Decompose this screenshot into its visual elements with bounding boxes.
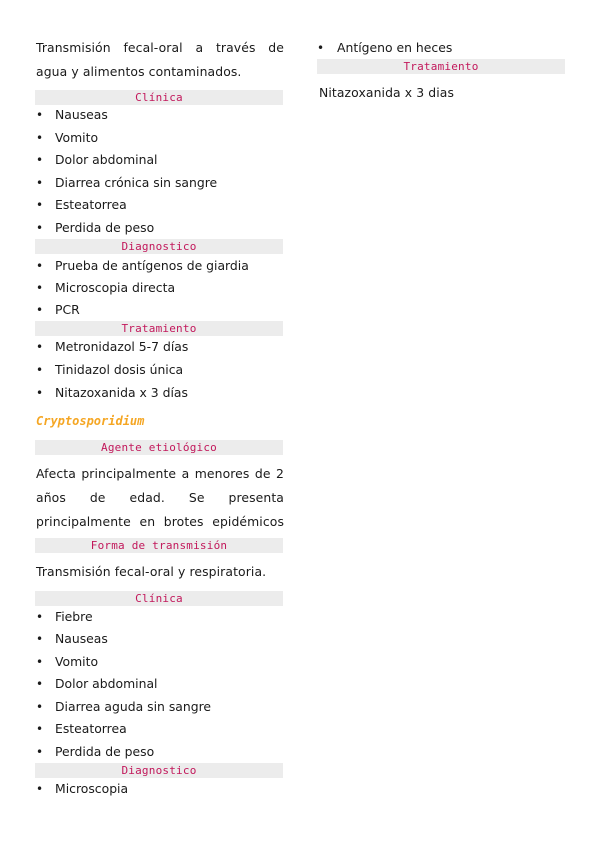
bullet-icon: • bbox=[36, 722, 44, 736]
bullet-icon: • bbox=[36, 677, 44, 691]
list-item: • Nauseas bbox=[36, 107, 108, 122]
section-header-transmision: Forma de transmisión bbox=[35, 538, 283, 553]
list-item: • Nauseas bbox=[36, 631, 108, 646]
bullet-icon: • bbox=[36, 782, 44, 796]
list-item: • Diarrea aguda sin sangre bbox=[36, 699, 212, 714]
list-item: • PCR bbox=[36, 302, 80, 317]
list-item: • Esteatorrea bbox=[36, 721, 127, 736]
bullet-icon: • bbox=[36, 198, 44, 212]
bullet-icon: • bbox=[36, 108, 44, 122]
list-item: • Fiebre bbox=[36, 609, 93, 624]
bullet-icon: • bbox=[36, 655, 44, 669]
list-item: • Vomito bbox=[36, 654, 99, 669]
section-header-clinica: Clínica bbox=[35, 90, 283, 105]
bullet-icon: • bbox=[36, 221, 44, 235]
section-header-agente: Agente etiológico bbox=[35, 440, 283, 455]
list-item: • Tinidazol dosis única bbox=[36, 362, 184, 377]
section-header-tratamiento-right: Tratamiento bbox=[317, 59, 565, 74]
list-item: • Prueba de antígenos de giardia bbox=[36, 258, 249, 273]
bullet-icon: • bbox=[36, 176, 44, 190]
list-item: • Perdida de peso bbox=[36, 220, 155, 235]
bullet-icon: • bbox=[36, 363, 44, 377]
bullet-icon: • bbox=[36, 153, 44, 167]
list-item: • Esteatorrea bbox=[36, 197, 127, 212]
bullet-icon: • bbox=[36, 610, 44, 624]
bullet-icon: • bbox=[36, 259, 44, 273]
bullet-icon: • bbox=[36, 303, 44, 317]
section-header-tratamiento: Tratamiento bbox=[35, 321, 283, 336]
list-item: • Diarrea crónica sin sangre bbox=[36, 175, 218, 190]
list-item: • Perdida de peso bbox=[36, 744, 155, 759]
bullet-icon: • bbox=[36, 745, 44, 759]
section-header-diagnostico: Diagnostico bbox=[35, 239, 283, 254]
bullet-icon: • bbox=[36, 340, 44, 354]
list-item: • Vomito bbox=[36, 130, 99, 145]
bullet-icon: • bbox=[317, 41, 325, 55]
bullet-icon: • bbox=[36, 281, 44, 295]
list-item: • Nitazoxanida x 3 días bbox=[36, 385, 188, 400]
list-item: • Metronidazol 5-7 días bbox=[36, 339, 189, 354]
intro-paragraph: Transmisión fecal-oral a través de agua y alimentos contaminados. bbox=[36, 40, 284, 79]
section-header-diagnostico-2: Diagnostico bbox=[35, 763, 283, 778]
bullet-icon: • bbox=[36, 632, 44, 646]
list-item: • Dolor abdominal bbox=[36, 152, 158, 167]
list-item: • Microscopia bbox=[36, 781, 129, 796]
bullet-icon: • bbox=[36, 700, 44, 714]
section-header-clinica-2: Clínica bbox=[35, 591, 283, 606]
bullet-icon: • bbox=[36, 386, 44, 400]
tratamiento-paragraph: Nitazoxanida x 3 dias bbox=[319, 85, 455, 100]
agente-paragraph: Afecta principalmente a menores de 2 años de edad. Se presenta principalmente en brotes epidémicos bbox=[36, 466, 284, 529]
list-item: • Antígeno en heces bbox=[317, 40, 453, 55]
list-item: • Dolor abdominal bbox=[36, 676, 158, 691]
list-item: • Microscopia directa bbox=[36, 280, 176, 295]
organism-title: Cryptosporidium bbox=[36, 414, 145, 428]
bullet-icon: • bbox=[36, 131, 44, 145]
transmision-paragraph: Transmisión fecal-oral y respiratoria. bbox=[36, 564, 267, 579]
